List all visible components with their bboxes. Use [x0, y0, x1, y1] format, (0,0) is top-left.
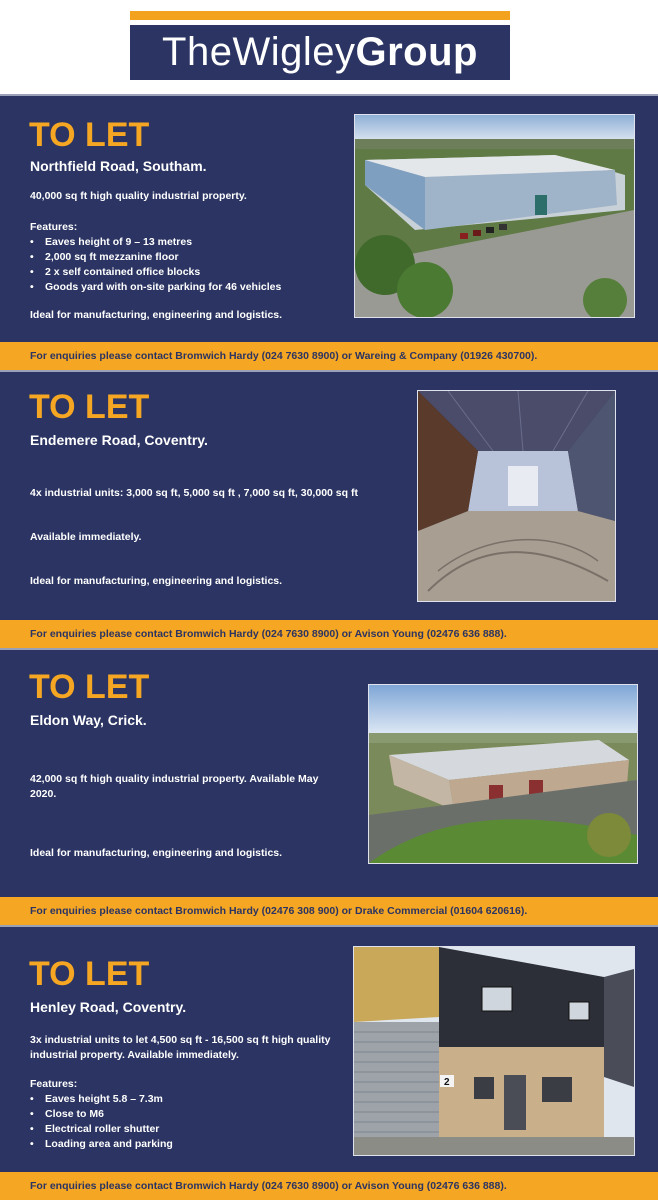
listing-description: 3x industrial units to let 4,500 sq ft - 16,500 sq ft high quality industrial property. Available immediately.: [30, 1034, 331, 1061]
enquiry-bar: For enquiries please contact Bromwich Hardy (024 7630 8900) or Avison Young (02476 636 888).: [0, 1172, 658, 1200]
property-photo: [368, 684, 638, 864]
logo-word-wigley: Wigley: [232, 30, 356, 74]
listing-heading: TO LET: [29, 116, 150, 154]
listing-description: 40,000 sq ft high quality industrial property.: [30, 190, 247, 202]
feature-item: • 2,000 sq ft mezzanine floor: [30, 250, 350, 265]
features-list: [30, 1092, 350, 1152]
logo-word-group: Group: [355, 30, 478, 74]
listing-heading: TO LET: [29, 668, 150, 706]
unit-number-sign: 2: [444, 1077, 450, 1088]
property-photo: [353, 946, 635, 1156]
feature-item: • 2 x self contained office blocks: [30, 265, 350, 280]
listing-heading: TO LET: [29, 388, 150, 426]
listing-availability: Available immediately.: [30, 531, 142, 543]
logo-word-the: The: [162, 30, 233, 74]
listing-address: Northfield Road, Southam.: [30, 158, 207, 174]
listing-northfield-road: [0, 94, 658, 370]
property-photo: [354, 114, 635, 318]
enquiry-bar: For enquiries please contact Bromwich Hardy (024 7630 8900) or Avison Young (02476 636 888).: [0, 620, 658, 648]
listing-address: Henley Road, Coventry.: [30, 999, 187, 1015]
warehouse-henley-image: [354, 947, 634, 1155]
feature-item: • Eaves height of 9 – 13 metres: [30, 235, 350, 250]
property-photo: [417, 390, 616, 602]
warehouse-interior-image: [418, 391, 615, 601]
enquiry-bar: For enquiries please contact Bromwich Hardy (02476 308 900) or Drake Commercial (01604 620616).: [0, 897, 658, 925]
listing-eldon-way: [0, 648, 658, 926]
feature-item: • Eaves height 5.8 – 7.3m: [30, 1092, 350, 1107]
logo-accent-bar: [130, 11, 510, 20]
listing-description: 4x industrial units: 3,000 sq ft, 5,000 sq ft , 7,000 sq ft, 30,000 sq ft: [30, 487, 358, 499]
warehouse-aerial-image: [355, 115, 634, 317]
listing-closing: Ideal for manufacturing, engineering and logistics.: [30, 847, 283, 859]
feature-item: • Electrical roller shutter: [30, 1122, 350, 1137]
company-logo: [130, 25, 510, 80]
listing-closing: Ideal for manufacturing, engineering and logistics.: [30, 309, 283, 321]
listing-heading: TO LET: [29, 955, 150, 993]
feature-item: • Loading area and parking: [30, 1137, 350, 1152]
features-label: Features:: [30, 1078, 78, 1090]
features-list: [30, 235, 350, 295]
listing-description: 42,000 sq ft high quality industrial property. Available May 2020.: [30, 773, 319, 800]
features-label: Features:: [30, 221, 78, 233]
listing-closing: Ideal for manufacturing, engineering and logistics.: [30, 575, 283, 587]
warehouse-crick-image: [369, 685, 637, 863]
listing-endemere-road: [0, 370, 658, 648]
listing-address: Endemere Road, Coventry.: [30, 432, 208, 448]
listing-henley-road: [0, 925, 658, 1200]
header: [0, 0, 658, 94]
listing-address: Eldon Way, Crick.: [30, 712, 147, 728]
enquiry-bar: For enquiries please contact Bromwich Hardy (024 7630 8900) or Wareing & Company (01926 430700).: [0, 342, 658, 370]
feature-item: • Close to M6: [30, 1107, 350, 1122]
feature-item: • Goods yard with on-site parking for 46 vehicles: [30, 280, 350, 295]
